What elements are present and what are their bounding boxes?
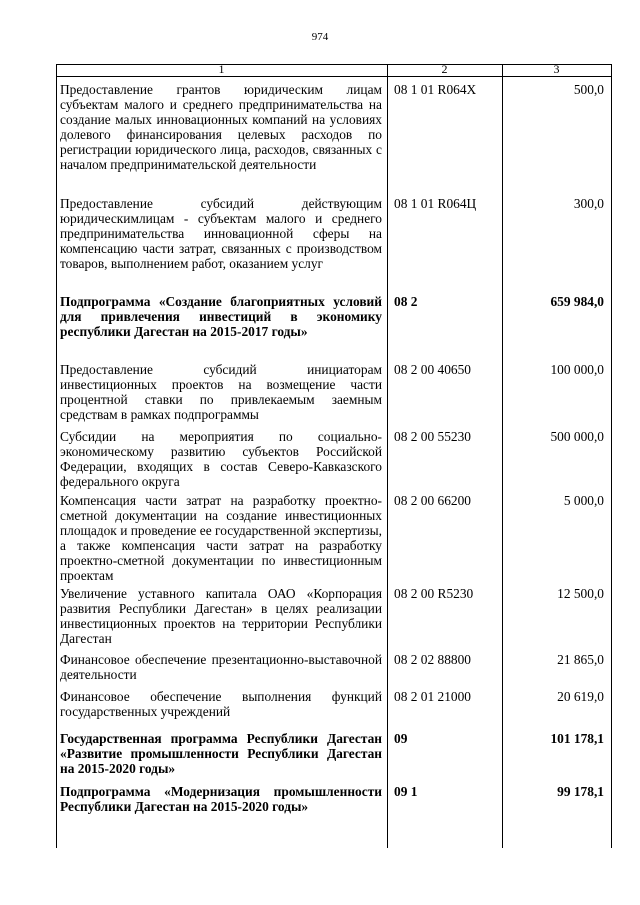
row-description: Предоставление субсидий действующим юридическимлицам - субъектам малого и среднего предпринимательства инновационной сферы на компенсацию части затрат, связанных с производством товаров, выполнением работ, оказанием услуг (60, 196, 382, 271)
header-col-2: 2 (441, 62, 448, 76)
row-code: 08 1 01 R064Ц (394, 196, 477, 211)
column-divider-1 (387, 64, 388, 848)
row-amount: 300,0 (573, 196, 604, 211)
row-amount: 21 865,0 (557, 652, 604, 667)
row-code: 09 (394, 731, 408, 746)
row-amount: 5 000,0 (563, 493, 604, 508)
row-description: Компенсация части затрат на разработку проектно-сметной документации на создание инвестиционных площадок и проведение ее государственной экспертизы, а также компенсация части затрат на разработку проектно-сметной документации по инвестиционным проектам (60, 493, 382, 583)
row-code: 08 2 00 R5230 (394, 586, 474, 601)
row-description: Подпрограмма «Модернизация промышленности Республики Дагестан на 2015-2020 годы» (60, 784, 382, 814)
row-description: Подпрограмма «Создание благоприятных условий для привлечения инвестиций в экономику республики Дагестан на 2015-2017 годы» (60, 294, 382, 339)
row-description: Субсидии на мероприятия по социально-экономическому развитию субъектов Российской Федерации, входящих в состав Северо-Кавказского федерального округа (60, 429, 382, 489)
row-description: Финансовое обеспечение выполнения функций государственных учреждений (60, 689, 382, 719)
row-code: 08 2 00 55230 (394, 429, 471, 444)
header-col-1: 1 (218, 62, 225, 76)
table-left-border (56, 64, 57, 848)
row-code: 08 2 00 40650 (394, 362, 471, 377)
row-amount: 100 000,0 (550, 362, 604, 377)
row-code: 08 2 (394, 294, 418, 309)
row-description: Государственная программа Республики Дагестан «Развитие промышленности Республики Дагестан на 2015-2020 годы» (60, 731, 382, 776)
row-amount: 99 178,1 (557, 784, 604, 799)
header-col-3: 3 (553, 62, 560, 76)
row-amount: 12 500,0 (557, 586, 604, 601)
row-amount: 101 178,1 (550, 731, 604, 746)
row-code: 08 1 01 R064Х (394, 82, 477, 97)
table-right-border (611, 64, 612, 848)
row-amount: 659 984,0 (550, 294, 604, 309)
row-description: Финансовое обеспечение презентационно-выставочной деятельности (60, 652, 382, 682)
row-description: Увеличение уставного капитала ОАО «Корпорация развития Республики Дагестан» в целях реализации инвестиционных проектов на территории Республики Дагестан (60, 586, 382, 646)
row-code: 09 1 (394, 784, 418, 799)
page-number: 974 (311, 31, 329, 43)
row-description: Предоставление субсидий инициаторам инвестиционных проектов на возмещение части процентной ставки по привлекаемым заемным средствам в рамках подпрограммы (60, 362, 382, 422)
row-amount: 500,0 (573, 82, 604, 97)
row-code: 08 2 02 88800 (394, 652, 471, 667)
table-header-border (56, 76, 611, 77)
row-code: 08 2 01 21000 (394, 689, 471, 704)
row-description: Предоставление грантов юридическим лицам субъектам малого и среднего предпринимательства на создание малых инновационных компаний на условиях долевого финансирования целевых расходов по регистрации юридического лица, расходов, связанных с началом предпринимательской деятельности (60, 82, 382, 172)
row-amount: 20 619,0 (557, 689, 604, 704)
row-code: 08 2 00 66200 (394, 493, 471, 508)
row-amount: 500 000,0 (550, 429, 604, 444)
column-divider-2 (502, 64, 503, 848)
